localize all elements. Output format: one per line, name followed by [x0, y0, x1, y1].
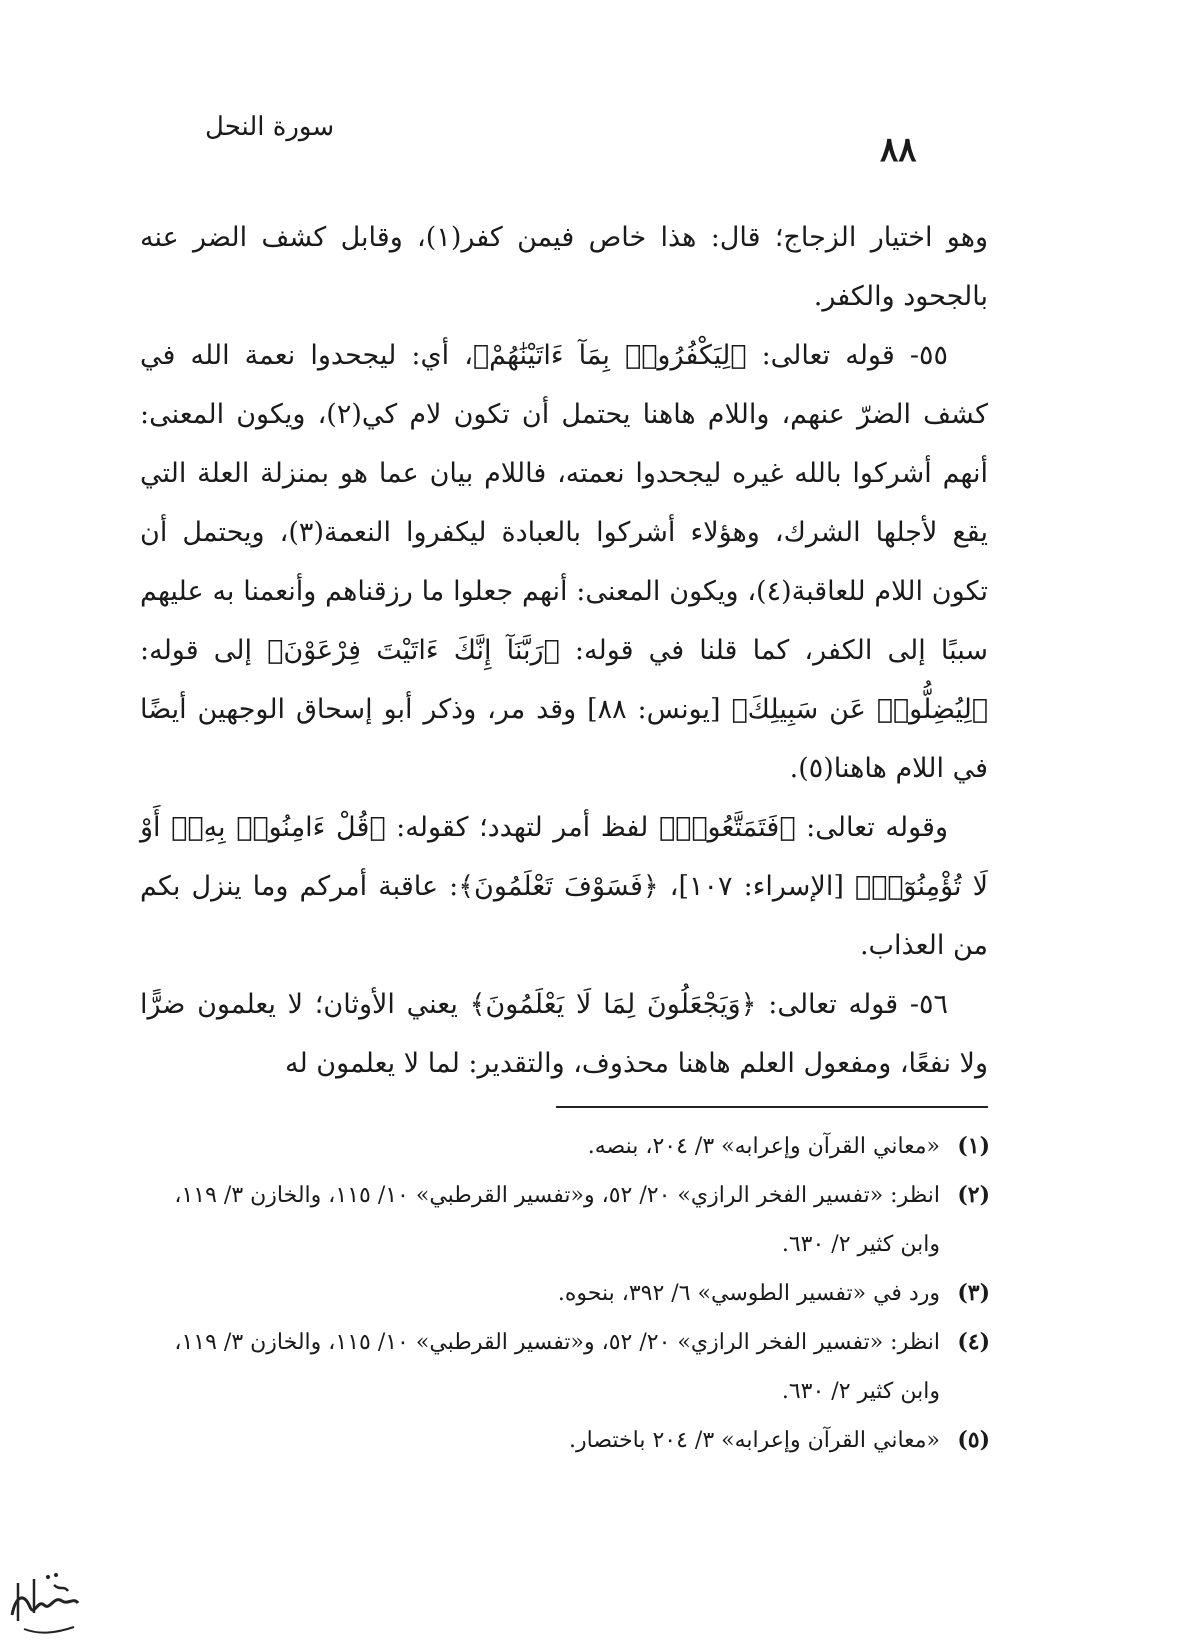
footnote-mark: (٣) [957, 1280, 990, 1306]
paragraph: ٥٥- قوله تعالى: ﴿لِيَكْفُرُوا۟ بِمَآ ءَاتَيْنَٰهُمْ﴾، أي: ليجحدوا نعمة الله في كشف الضرّ عنهم، واللام هاهنا يحتمل أن تكون لام كي(٢)، ويكون المعنى: أنهم أشركوا بالله غيره ليجحدوا نعمته، فاللام بيان عما هو بمنزلة العلة التي يقع لأجلها الشرك، وهؤلاء أشركوا بالعبادة ليكفروا النعمة(٣)، ويحتمل أن تكون اللام للعاقبة(٤)، ويكون المعنى: أنهم جعلوا ما رزقناهم وأنعمنا به عليهم سببًا إلى الكفر، كما قلنا في قوله: ﴿رَبَّنَآ إِنَّكَ ءَاتَيْتَ فِرْعَوْنَ﴾ إلى قوله: ﴿لِيُضِلُّوا۟ عَن سَبِيلِكَ﴾ [يونس: ٨٨] وقد مر، وذكر أبو إسحاق الوجهين أيضًا في اللام هاهنا(٥). [140, 340, 989, 784]
main-text [140, 208, 988, 1093]
footnote-item [135, 1416, 990, 1465]
page-number: ٨٨ [880, 130, 917, 170]
footnote-mark: (٤) [957, 1329, 990, 1355]
footnote-item [135, 1318, 990, 1416]
footnote-text: ورد في «تفسير الطوسي» ٦/ ٣٩٢، بنحوه. [557, 1281, 940, 1306]
footnote-mark: (٢) [957, 1182, 990, 1208]
paragraph: وهو اختيار الزجاج؛ قال: هذا خاص فيمن كفر(١)، وقابل كشف الضر عنه بالجحود والكفر. [140, 222, 989, 312]
library-seal-icon [4, 1555, 82, 1647]
footnote-item [135, 1269, 990, 1318]
paragraph: ٥٦- قوله تعالى: ﴿وَيَجْعَلُونَ لِمَا لَا يَعْلَمُونَ﴾ يعني الأوثان؛ لا يعلمون ضرًّا ولا نفعًا، ومفعول العلم هاهنا محذوف، والتقدير: لما لا يعلمون له [140, 989, 988, 1079]
footnote-item [135, 1171, 990, 1269]
footnote-text: انظر: «تفسير الفخر الرازي» ٢٠/ ٥٢، و«تفسير القرطبي» ١٠/ ١١٥، والخازن ٣/ ١١٩، وابن كثير ٢/ ٦٣٠. [174, 1330, 940, 1404]
paragraph: وقوله تعالى: ﴿فَتَمَتَّعُوا۟﴾ لفظ أمر لتهدد؛ كقوله: ﴿قُلْ ءَامِنُوا۟ بِهِۦٓ أَوْ لَا تُؤْمِنُوٓا۟﴾ [الإسراء: ١٠٧]، ﴿فَسَوْفَ تَعْلَمُونَ﴾: عاقبة أمركم وما ينزل بكم من العذاب. [140, 812, 988, 961]
footnote-separator [556, 1106, 988, 1108]
footnote-text: «معاني القرآن وإعرابه» ٣/ ٢٠٤، بنصه. [587, 1134, 940, 1159]
footnote-text: انظر: «تفسير الفخر الرازي» ٢٠/ ٥٢، و«تفسير القرطبي» ١٠/ ١١٥، والخازن ٣/ ١١٩، وابن كثير ٢/ ٦٣٠. [174, 1183, 940, 1257]
surah-title: سورة النحل [205, 112, 335, 142]
footnotes [135, 1122, 990, 1465]
footnote-mark: (٥) [957, 1427, 990, 1453]
seal-drawing [4, 1555, 82, 1647]
footnote-mark: (١) [957, 1133, 990, 1159]
footnote-item [135, 1122, 990, 1171]
footnote-text: «معاني القرآن وإعرابه» ٣/ ٢٠٤ باختصار. [569, 1428, 940, 1453]
